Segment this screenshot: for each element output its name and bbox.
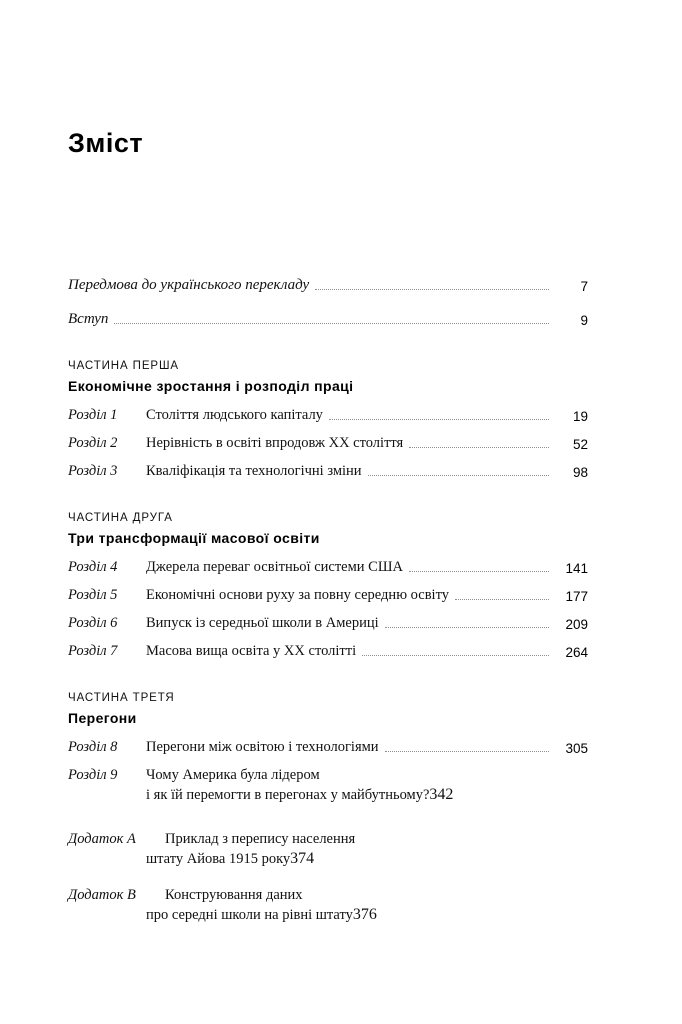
appendix-section	[68, 831, 588, 924]
toc-entry-label: Чому Америка була лідером	[146, 767, 320, 783]
dot-leader	[409, 570, 549, 572]
dot-leader	[385, 626, 549, 628]
toc-entry-page: 305	[565, 741, 588, 756]
part-kicker: ЧАСТИНА ПЕРША	[68, 360, 179, 372]
toc-entry-chapter-4[interactable]	[68, 559, 588, 576]
toc-entry-label: Вступ	[68, 311, 109, 327]
toc-entry-appendix-b[interactable]	[68, 887, 588, 924]
toc-entry-label: Джерела переваг освітньої системи США	[146, 559, 403, 575]
toc-entry-page: 342	[429, 786, 454, 803]
toc-entry-chapter-7[interactable]	[68, 643, 588, 660]
toc-entry-page: 9	[580, 313, 588, 328]
toc-entry-label: Приклад з перепису населення	[165, 831, 356, 847]
toc-entry-appendix-a[interactable]	[68, 831, 588, 868]
toc-entry-chapter-2[interactable]	[68, 435, 588, 452]
chapter-number: Розділ 9	[68, 767, 118, 783]
dot-leader	[455, 598, 549, 600]
toc-entry-label: Масова вища освіта у XX столітті	[146, 643, 357, 659]
page-title: Зміст	[68, 128, 144, 158]
toc-entry-chapter-6[interactable]	[68, 615, 588, 632]
toc-entry-label-line2: штату Айова 1915 року	[146, 851, 291, 867]
toc-entry-page: 141	[565, 561, 588, 576]
part-title: Перегони	[68, 710, 137, 726]
toc-entry-label: Нерівність в освіті впродовж XX століття	[146, 435, 404, 451]
toc-entry-page: 19	[572, 409, 588, 424]
toc-entry-page: 374	[290, 850, 315, 867]
toc-entry-page: 52	[572, 437, 588, 452]
toc-body	[68, 277, 588, 924]
toc-entry-preface[interactable]	[68, 277, 588, 294]
toc-entry-label: Конструювання даних	[165, 887, 303, 903]
chapter-number: Розділ 3	[68, 463, 118, 479]
part-kicker: ЧАСТИНА ДРУГА	[68, 512, 173, 524]
toc-entry-page: 264	[565, 645, 588, 660]
dot-leader	[385, 750, 549, 752]
dot-leader	[315, 288, 549, 290]
part-three	[68, 692, 588, 804]
toc-entry-chapter-5[interactable]	[68, 587, 588, 604]
chapter-number: Розділ 7	[68, 643, 118, 659]
toc-entry-label-line2: про середні школи на рівні штату	[146, 907, 353, 923]
part-title: Три трансформації масової освіти	[68, 530, 320, 546]
dot-leader	[114, 322, 549, 324]
dot-leader	[409, 446, 549, 448]
toc-entry-label: Передмова до українського перекладу	[68, 277, 310, 293]
toc-entry-intro[interactable]	[68, 311, 588, 328]
toc-entry-page: 7	[580, 279, 588, 294]
part-two	[68, 512, 588, 660]
toc-entry-label-line2: і як їй перемогти в перегонах у майбутньому?	[146, 787, 430, 803]
dot-leader	[368, 474, 549, 476]
toc-entry-page: 98	[572, 465, 588, 480]
chapter-number: Розділ 8	[68, 739, 118, 755]
chapter-number: Розділ 5	[68, 587, 118, 603]
toc-entry-chapter-8[interactable]	[68, 739, 588, 756]
chapter-number: Розділ 4	[68, 559, 118, 575]
toc-entry-page: 376	[352, 906, 377, 923]
dot-leader	[362, 654, 549, 656]
toc-entry-label: Кваліфікація та технологічні зміни	[146, 463, 362, 479]
toc-entry-page: 177	[565, 589, 588, 604]
toc-entry-chapter-3[interactable]	[68, 463, 588, 480]
part-one	[68, 360, 588, 480]
part-title: Економічне зростання і розподіл праці	[68, 378, 354, 394]
chapter-number: Розділ 2	[68, 435, 118, 451]
part-kicker: ЧАСТИНА ТРЕТЯ	[68, 692, 175, 704]
chapter-number: Розділ 1	[68, 407, 118, 423]
toc-content	[68, 128, 588, 935]
toc-entry-page: 209	[565, 617, 588, 632]
chapter-number: Розділ 6	[68, 615, 118, 631]
toc-entry-chapter-1[interactable]	[68, 407, 588, 424]
toc-entry-label: Перегони між освітою і технологіями	[146, 739, 379, 755]
spacer	[68, 879, 588, 887]
toc-entry-label: Економічні основи руху за повну середню освіту	[146, 587, 449, 603]
toc-entry-label: Випуск із середньої школи в Америці	[146, 615, 379, 631]
dot-leader	[329, 418, 549, 420]
appendix-number: Додаток A	[68, 831, 136, 847]
toc-entry-label: Століття людського капіталу	[146, 407, 323, 423]
toc-entry-chapter-9[interactable]	[68, 767, 588, 804]
appendix-number: Додаток B	[68, 887, 136, 903]
